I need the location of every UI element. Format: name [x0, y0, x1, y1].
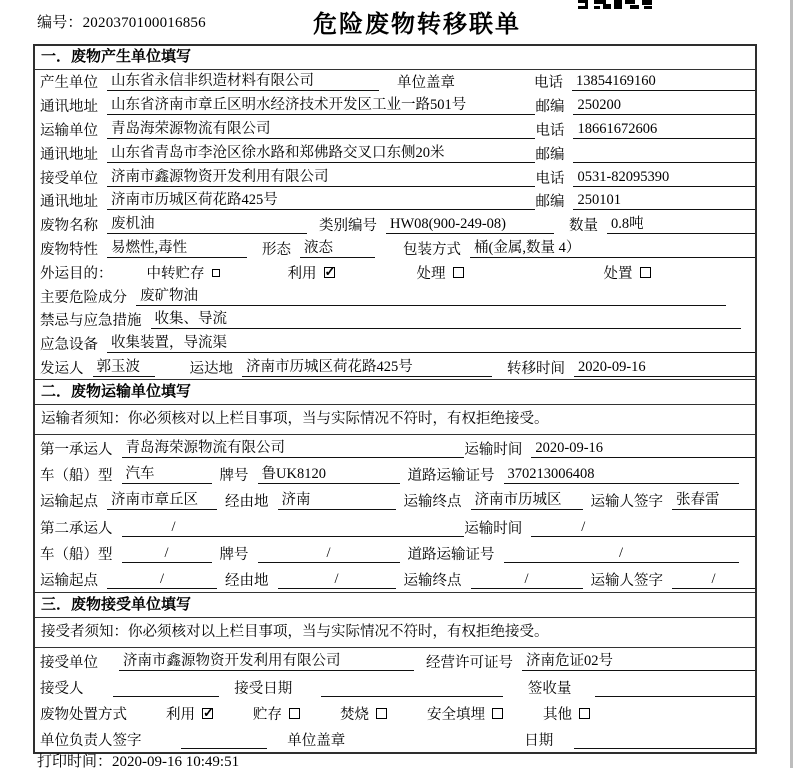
contraindication-value: 收集、导流: [151, 310, 741, 329]
waste-category-value: HW08(900-249-08): [386, 215, 554, 234]
route2-start-label: 运输起点: [40, 572, 98, 589]
purpose-option-label: 中转贮存: [146, 265, 205, 282]
responsible-signature-label: 单位负责人签字: [40, 732, 142, 749]
serial-label: 编号：: [37, 15, 83, 31]
road-license2-label: 道路运输证号: [407, 546, 495, 563]
serial-number-line: [37, 11, 206, 32]
waste-name-value: 废机油: [107, 215, 307, 234]
receiver-address-value: 济南市历城区荷花路425号: [107, 191, 535, 210]
purpose-option-treat: [417, 262, 464, 283]
disposal-option-label: 其他: [543, 706, 572, 723]
destination-label: 运达地: [189, 360, 233, 377]
disposal-method-label: 废物处置方式: [40, 706, 127, 723]
route1-via-value: 济南: [278, 491, 396, 510]
row-receiving-unit: [35, 648, 755, 674]
waste-form-label: 形态: [262, 241, 291, 258]
disposal-option-label: 利用: [166, 706, 195, 723]
packaging-label: 包装方式: [403, 241, 461, 258]
receiver-phone-label: 电话: [535, 170, 565, 187]
road-license1-value: 370213006408: [504, 465, 739, 484]
accept-date-label: 接受日期: [234, 680, 293, 697]
waste-form-value: 液态: [300, 239, 375, 258]
road-license1-label: 道路运输证号: [407, 468, 495, 485]
checkbox-unchecked: [376, 708, 387, 719]
waste-quantity-label: 数量: [569, 218, 598, 235]
row-purpose: [35, 260, 755, 284]
vehicle1-value: 汽车: [122, 465, 212, 484]
purpose-option-label: 利用: [287, 265, 317, 282]
purpose-option-utilize: [288, 262, 335, 283]
plate2-label: 牌号: [219, 546, 249, 563]
row-receiver-address: [35, 189, 755, 213]
carrier2-time-value: /: [531, 518, 755, 537]
receiver-zip-label: 邮编: [535, 194, 565, 211]
receiver-label: 接受单位: [40, 170, 98, 187]
print-time-line: [37, 750, 239, 768]
checkbox-unchecked: [212, 269, 220, 277]
row-vehicle1: [35, 462, 755, 488]
section3-header: 三．废物接受单位填写: [35, 592, 755, 618]
emergency-equipment-value: 收集装置，导流渠: [107, 334, 755, 353]
row-hazard-component: [35, 284, 755, 308]
carrier1-time-label: 运输时间: [464, 441, 523, 458]
row-carrier1: [35, 435, 755, 461]
section-producer: [35, 46, 755, 379]
page-edge-line: [790, 0, 793, 768]
plate1-label: 牌号: [219, 468, 249, 485]
transporter-value: 青岛海荣源物流有限公司: [107, 120, 535, 139]
transporter-phone-value: 18661672606: [573, 120, 755, 139]
producer-address-value: 山东省济南市章丘区明水经济技术开发区工业一路501号: [107, 96, 535, 115]
purpose-label: 外运目的：: [40, 265, 113, 282]
receiver-zip-value: 250101: [573, 191, 755, 210]
serial-number: 2020370100016856: [82, 15, 206, 31]
route1-end-label: 运输终点: [403, 494, 462, 511]
transporter-address-label: 通讯地址: [40, 146, 98, 163]
row-waste-name: [35, 213, 755, 237]
document-header: [0, 0, 796, 40]
stamp-label: 单位盖章: [397, 75, 455, 92]
row-producer: [35, 70, 755, 94]
waste-traits-label: 废物特性: [40, 241, 98, 258]
transfer-time-value: 2020-09-16: [574, 358, 755, 377]
disposal-option-label: 贮存: [253, 706, 282, 723]
operating-license-label: 经营许可证号: [426, 654, 513, 671]
checkbox-unchecked: [453, 267, 464, 278]
checkbox-checked: [324, 267, 335, 278]
sign-date-label: 日期: [524, 732, 554, 749]
row-responsible-signature: [35, 726, 755, 752]
emergency-equipment-label: 应急设备: [40, 337, 98, 354]
row-shipper: [35, 356, 755, 380]
section-receiver: [35, 592, 755, 752]
route2-via-label: 经由地: [225, 572, 269, 589]
disposal-option-other: [543, 703, 590, 724]
row-acceptor: [35, 674, 755, 700]
producer-zip-label: 邮编: [535, 99, 565, 116]
disposal-option-incinerate: [340, 703, 387, 724]
print-time-value: 2020-09-16 10:49:51: [112, 754, 240, 768]
route2-end-label: 运输终点: [403, 572, 462, 589]
route1-sign-label: 运输人签字: [590, 494, 663, 511]
row-emergency-equipment: [35, 332, 755, 356]
transporter-address-value: 山东省青岛市李沧区徐水路和郑佛路交叉口东侧20米: [107, 144, 535, 163]
producer-zip-value: 250200: [573, 96, 755, 115]
disposal-option-label: 焚烧: [340, 706, 369, 723]
road-license2-value: /: [504, 544, 739, 563]
route1-start-label: 运输起点: [40, 494, 98, 511]
receiving-unit-value: 济南市鑫源物资开发利用有限公司: [119, 652, 414, 671]
document-title: 危险废物转移联单: [313, 12, 521, 38]
receiver-phone-value: 0531-82095390: [573, 168, 755, 187]
section-transporter: [35, 379, 755, 592]
producer-phone-value: 13854169160: [572, 72, 755, 91]
receiver-value: 济南市鑫源物资开发利用有限公司: [107, 168, 535, 187]
carrier1-time-value: 2020-09-16: [531, 439, 755, 458]
carrier1-label: 第一承运人: [40, 441, 113, 458]
route1-start-value: 济南市章丘区: [107, 491, 217, 510]
purpose-option-label: 处置: [603, 265, 633, 282]
route1-sign-value: 张春雷: [672, 491, 755, 510]
section1-header: 一．废物产生单位填写: [35, 46, 755, 70]
producer-label: 产生单位: [40, 75, 98, 92]
signed-amount-label: 签收量: [527, 680, 572, 697]
route2-sign-label: 运输人签字: [590, 572, 663, 589]
disposal-option-utilize: [166, 703, 213, 724]
vehicle2-value: /: [122, 544, 212, 563]
row-transporter: [35, 118, 755, 142]
vehicle2-label: 车（船）型: [40, 546, 113, 563]
row-transporter-address: [35, 141, 755, 165]
row-receiver: [35, 165, 755, 189]
purpose-option-label: 处理: [416, 265, 446, 282]
print-time-label: 打印时间：: [37, 754, 113, 768]
row-route1: [35, 488, 755, 514]
checkbox-unchecked: [289, 708, 300, 719]
shipper-label: 发运人: [40, 360, 84, 377]
transporter-phone-label: 电话: [535, 122, 565, 139]
route2-start-value: /: [107, 570, 217, 589]
carrier2-time-label: 运输时间: [464, 520, 523, 537]
carrier2-label: 第二承运人: [40, 520, 113, 537]
waste-category-label: 类别编号: [319, 218, 377, 235]
transfer-time-label: 转移时间: [507, 360, 565, 377]
vehicle1-label: 车（船）型: [40, 468, 113, 485]
waste-quantity-value: 0.8吨: [607, 215, 755, 234]
responsible-signature-value: [181, 730, 268, 749]
row-vehicle2: [35, 540, 755, 566]
carrier2-value: /: [122, 518, 465, 537]
accept-date-value: [321, 678, 503, 697]
receiving-unit-label: 接受单位: [40, 654, 98, 671]
route1-via-label: 经由地: [225, 494, 269, 511]
producer-phone-label: 电话: [534, 75, 563, 92]
transporter-label: 运输单位: [40, 122, 98, 139]
transporter-notice: 运输者须知：你必须核对以上栏目事项，当与实际情况不符时，有权拒绝接受。: [35, 405, 755, 435]
route1-end-value: 济南市历城区: [471, 491, 583, 510]
operating-license-value: 济南危证02号: [522, 652, 755, 671]
purpose-option-transfer-storage: [147, 262, 220, 283]
plate2-value: /: [258, 544, 400, 563]
acceptor-label: 接受人: [40, 680, 84, 697]
producer-address-label: 通讯地址: [40, 99, 98, 116]
waste-name-label: 废物名称: [40, 218, 98, 235]
acceptor-value: [113, 678, 220, 697]
checkbox-unchecked: [640, 267, 651, 278]
contraindication-label: 禁忌与应急措施: [40, 313, 142, 330]
unit-stamp-label: 单位盖章: [287, 732, 346, 749]
row-producer-address: [35, 94, 755, 118]
checkbox-checked: [202, 708, 213, 719]
waste-traits-value: 易燃性,毒性: [107, 239, 247, 258]
route2-end-value: /: [471, 570, 583, 589]
route2-via-value: /: [278, 570, 396, 589]
receiver-address-label: 通讯地址: [40, 194, 98, 211]
row-waste-traits: [35, 237, 755, 261]
producer-value: 山东省永信非织造材料有限公司: [107, 72, 379, 91]
transporter-zip-value: [573, 144, 755, 163]
checkbox-unchecked: [492, 708, 503, 719]
route2-sign-value: /: [672, 570, 755, 589]
hazard-component-value: 废矿物油: [136, 287, 726, 306]
disposal-option-storage: [253, 703, 300, 724]
signed-amount-value: [595, 678, 755, 697]
shipper-value: 郭玉波: [93, 358, 155, 377]
section2-header: 二．废物运输单位填写: [35, 379, 755, 405]
transporter-zip-label: 邮编: [535, 146, 565, 163]
destination-value: 济南市历城区荷花路425号: [242, 358, 492, 377]
manifest-form: [33, 44, 757, 754]
disposal-option-landfill: [427, 703, 503, 724]
checkbox-unchecked: [579, 708, 590, 719]
row-route2: [35, 566, 755, 592]
row-disposal-method: [35, 700, 755, 726]
disposal-option-label: 安全填埋: [427, 706, 485, 723]
purpose-option-dispose: [604, 262, 651, 283]
packaging-value: 桶(金属,数量 4）: [470, 239, 755, 258]
plate1-value: 鲁UK8120: [258, 465, 400, 484]
receiver-notice: 接受者须知：你必须核对以上栏目事项，当与实际情况不符时，有权拒绝接受。: [35, 618, 755, 648]
hazard-component-label: 主要危险成分: [40, 289, 127, 306]
sign-date-value: [574, 730, 755, 749]
carrier1-value: 青岛海荣源物流有限公司: [122, 439, 465, 458]
row-carrier2: [35, 514, 755, 540]
row-contraindication: [35, 308, 755, 332]
